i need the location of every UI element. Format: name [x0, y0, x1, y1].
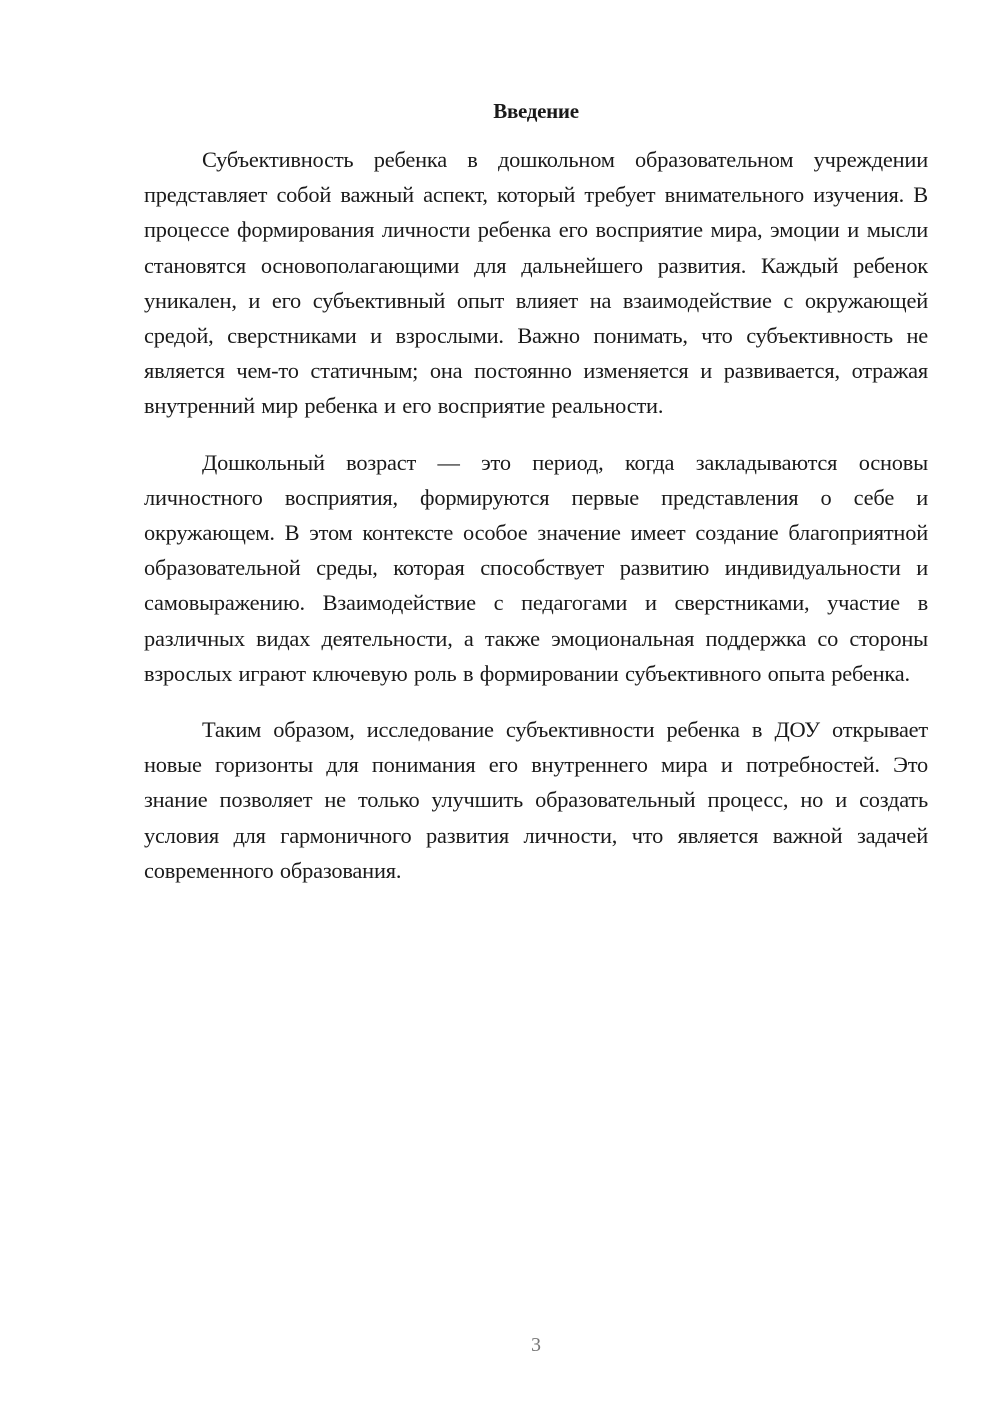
page-number: 3 — [531, 1334, 541, 1356]
paragraph-1: Субъективность ребенка в дошкольном образовательном учреждении представляет собой важный аспект, который требует внимательного изучения. В процессе формирования личности ребенка его восприятие мира, эмоции и мысли становятся основополагающими для дальнейшего развития. Каждый ребенок уникален, и его субъективный опыт влияет на взаимодействие с окружающей средой, сверстниками и взрослыми. Важно понимать, что субъективность не является чем-то статичным; она постоянно изменяется и развивается, отражая внутренний мир ребенка и его восприятие реальности. — [144, 147, 928, 419]
paragraph-2: Дошкольный возраст — это период, когда закладываются основы личностного восприятия, формируются первые представления о себе и окружающем. В этом контексте особое значение имеет создание благоприятной образовательной среды, которая способствует развитию индивидуальности и самовыражению. Взаимодействие с педагогами и сверстниками, участие в различных видах деятельности, а также эмоциональная поддержка со стороны взрослых играют ключевую роль в формировании субъективного опыта ребенка. — [144, 449, 928, 686]
section-title: Введение — [493, 99, 579, 123]
paragraph-3: Таким образом, исследование субъективности ребенка в ДОУ открывает новые горизонты для понимания его внутреннего мира и потребностей. Это знание позволяет не только улучшить образовательный процесс, но и создать условия для гармоничного развития личности, что является важной задачей современного образования. — [144, 717, 928, 883]
document-page — [144, 96, 928, 909]
